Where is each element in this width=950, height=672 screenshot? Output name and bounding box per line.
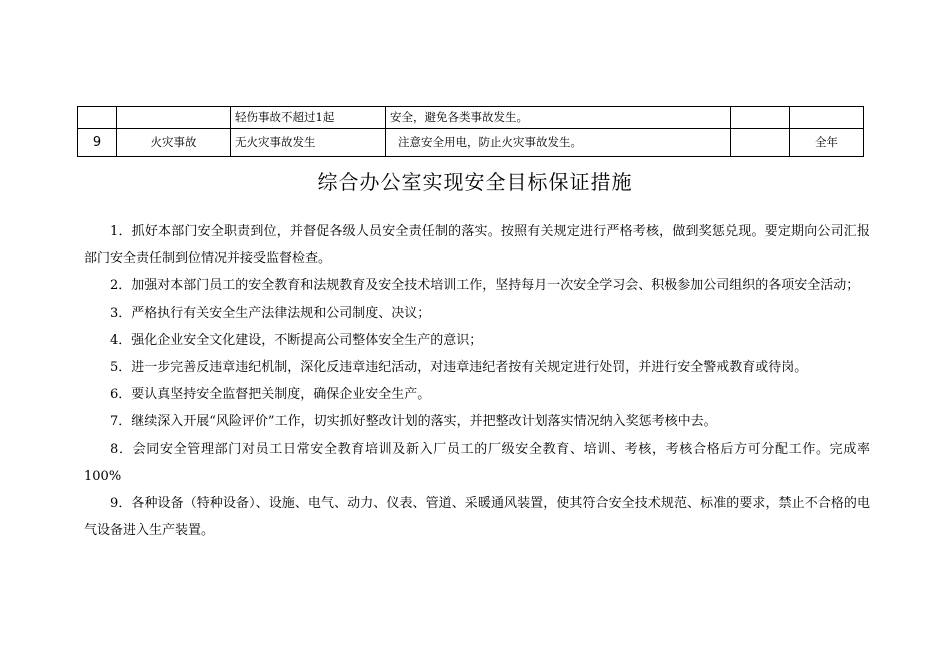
measure-cell: 安全，避免各类事故发生。 — [386, 107, 731, 129]
row-number-cell: 9 — [78, 129, 117, 157]
measure-paragraph: 5．进一步完善反违章违纪机制，深化反违章违纪活动，对违章违纪者按有关规定进行处罚，并进行安全警戒教育或待岗。 — [110, 360, 808, 376]
extra-cell — [731, 129, 790, 157]
table-row — [78, 107, 864, 129]
measure-paragraph: 6．要认真坚持安全监督把关制度，确保企业安全生产。 — [110, 387, 431, 403]
period-cell — [790, 107, 864, 129]
row-number-cell — [78, 107, 117, 129]
accident-type-cell — [117, 107, 231, 129]
measure-paragraph: 2．加强对本部门员工的安全教育和法规教育及安全技术培训工作，坚持每月一次安全学习会、积极参加公司组织的各项安全活动； — [110, 278, 860, 294]
table-row — [78, 129, 864, 157]
measure-paragraph: 9．各种设备（特种设备）、设施、电气、动力、仪表、管道、采暖通风装置，使其符合安全技术规范、标准的要求，禁止不合格的电气设备进入生产装置。 — [84, 496, 870, 539]
measure-paragraph: 4．强化企业安全文化建设，不断提高公司整体安全生产的意识； — [110, 332, 483, 348]
measure-paragraph: 7．继续深入开展“风险评价”工作，切实抓好整改计划的落实，并把整改计划落实情况纳入奖惩考核中去。 — [110, 414, 717, 430]
target-cell: 无火灾事故发生 — [231, 129, 386, 157]
safety-target-table — [77, 106, 864, 157]
page-title: 综合办公室实现安全目标保证措施 — [317, 170, 633, 194]
measure-paragraph: 8．会同安全管理部门对员工日常安全教育培训及新入厂员工的厂级安全教育、培训、考核，考核合格后方可分配工作。完成率100% — [84, 441, 870, 484]
measures-list — [84, 218, 870, 544]
period-cell: 全年 — [790, 129, 864, 157]
target-cell: 轻伤事故不超过1起 — [231, 107, 386, 129]
measure-paragraph: 1．抓好本部门安全职责到位，并督促各级人员安全责任制的落实。按照有关规定进行严格考核，做到奖惩兑现。要定期向公司汇报部门安全责任制到位情况并接受监督检查。 — [84, 224, 870, 267]
measure-cell: 注意安全用电，防止火灾事故发生。 — [386, 129, 731, 157]
extra-cell — [731, 107, 790, 129]
measure-paragraph: 3．严格执行有关安全生产法律法规和公司制度、决议； — [110, 305, 431, 321]
accident-type-cell: 火灾事故 — [117, 129, 231, 157]
